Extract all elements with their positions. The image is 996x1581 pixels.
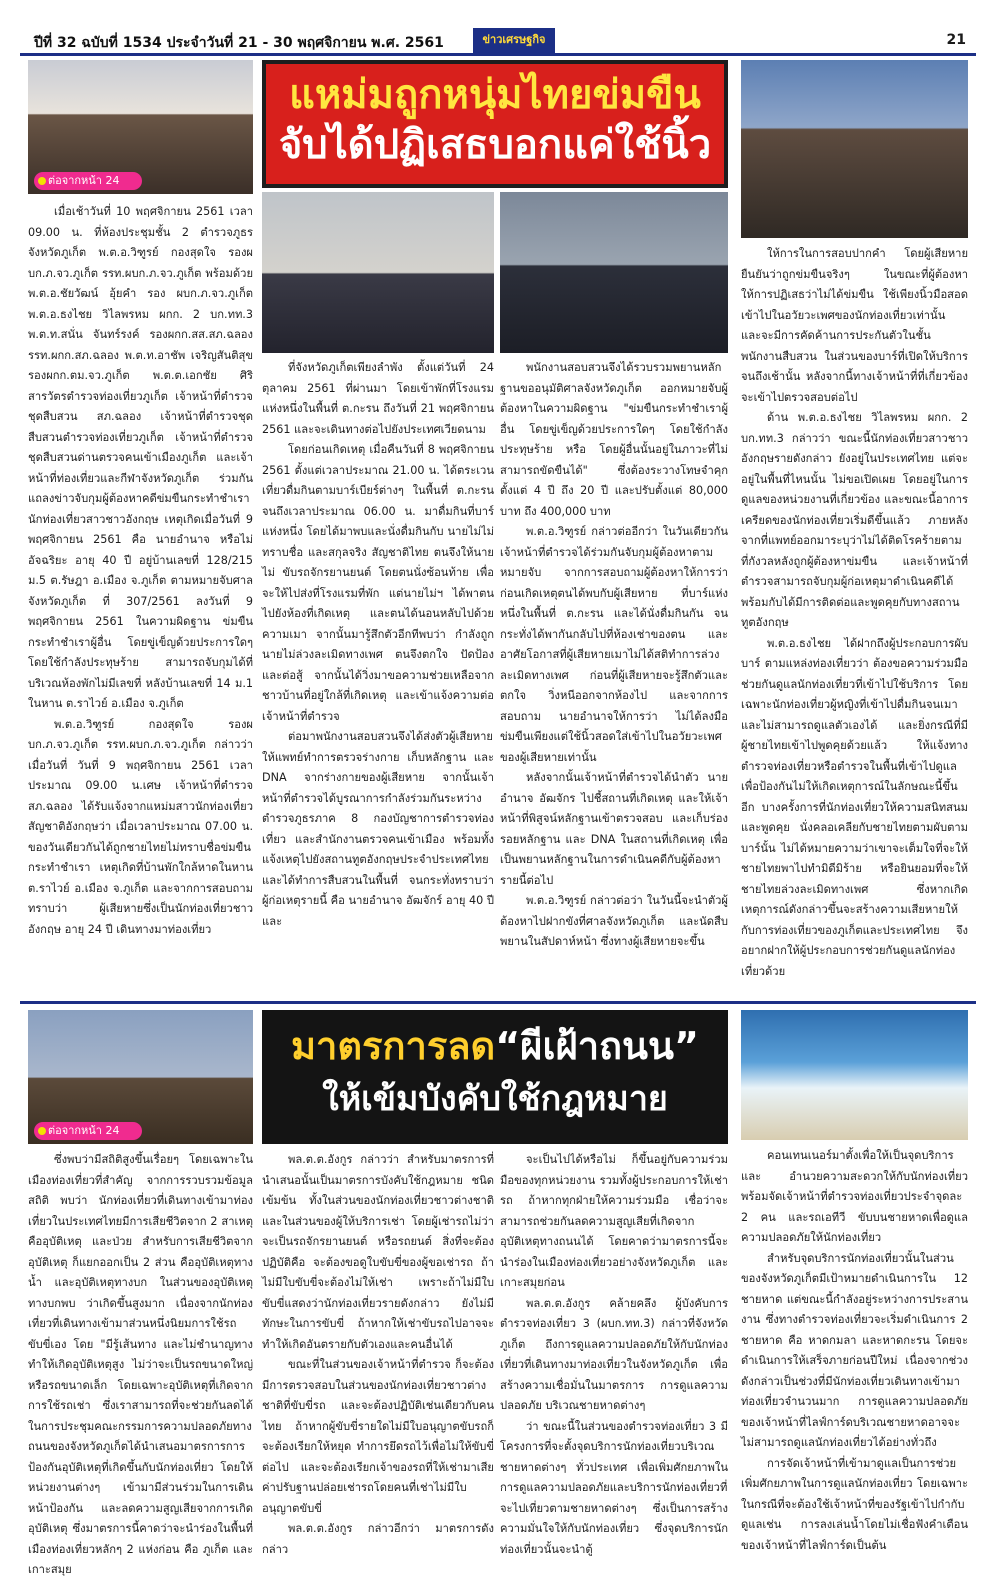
bullet-icon: [38, 177, 46, 185]
story1-column-2: [262, 358, 494, 994]
page-header: [20, 30, 976, 52]
paragraph: พนักงานสอบสวนจึงได้รวบรวมพยานหลักฐานขออนุมัติศาลจังหวัดภูเก็ต ออกหมายจับผู้ต้องหาในความผิดฐาน "ข่มขืนกระทำชำเราผู้อื่น โดยขู่เข็ญด้วยประการใดๆ โดยใช้กำลังประทุษร้าย หรือ โดยผู้อื่นนั้นอยู่ในภาวะที่ไม่สามารถขัดขืนได้" ซึ่งต้องระวางโทษจำคุกตั้งแต่ 4 ปี ถึง 20 ปี และปรับตั้งแต่ 80,000 บาท ถึง 400,000 บาท: [500, 361, 728, 518]
beach-flags-photo: [741, 1010, 968, 1140]
story1-headline-line1: แหม่มถูกหนุ่มไทยข่มขืน: [289, 72, 701, 118]
story1-column-3: [500, 358, 728, 994]
story1-headline-line2: จับได้ปฏิเสธบอกแค่ใช้นิ้ว: [278, 122, 712, 168]
press-conference-photo: [28, 60, 253, 194]
suspect-escort-photo: [262, 192, 494, 353]
continued-badge: [34, 1122, 142, 1140]
story1-column-1: [28, 202, 253, 994]
section-divider: [20, 1001, 976, 1004]
paragraph: ให้การในการสอบปากคำ โดยผู้เสียหายยืนยันว่าถูกข่มขืนจริงๆ ในขณะที่ผู้ต้องหาให้การปฏิเสธว่าไม่ได้ข่มขืน ใช้เพียงนิ้วมือสอดเข้าไปในอวัยวะเพศของนักท่องเที่ยวเท่านั้น และจะมีการคัดค้านการประกันตัวในชั้นพนักงานสืบสวน ในส่วนของบาร์ที่เปิดให้บริการจนถึงเช้านั้น หลังจากนี้ทางเจ้าหน้าที่ที่เกี่ยวข้องจะเข้าไปตรวจสอบต่อไป: [741, 247, 968, 404]
paragraph: หลังจากนั้นเจ้าหน้าที่ตำรวจได้นำตัว นายอำนาจ อัฒจักร ไปชี้สถานที่เกิดเหตุ และให้เจ้าหน้าที่พิสูจน์หลักฐานเข้าตรวจสอบ และเก็บร่องรอยหลักฐาน และ DNA ในสถานที่เกิดเหตุ เพื่อเป็นพยานหลักฐานในการดำเนินคดีกับผู้ต้องหารายนี้ต่อไป: [500, 771, 728, 887]
police-commander-photo: [28, 1010, 253, 1144]
paragraph: โดยก่อนเกิดเหตุ เมื่อคืนวันที่ 8 พฤศจิกายน 2561 ตั้งแต่เวลาประมาณ 21.00 น. ได้ตระเวนเที่ยวดื่มกินตามบาร์เบียร์ต่างๆ ในพื้นที่ ต.กะรน จนถึงเวลาประมาณ 06.00 น. มาดื่มกินที่บาร์แห่งหนึ่ง โดยได้มาพบและนั่งดื่มกินกับ นายไม่ไม่ทราบชื่อ และสกุลจริง สัญชาติไทย ตนจึงให้นายไม่ ขับรถจักรยานยนต์ โดยตนนั่งซ้อนท้าย เพื่อจะให้ไปส่งที่โรงแรมที่พัก แต่นายไม่ฯ ได้พาตนไปยังห้องที่เกิดเหตุ และตนได้นอนหลับไปด้วยความเมา จากนั้นมารู้สึกตัวอีกทีพบว่า กำลังถูกนายไม่ล่วงละเมิดทางเพศ ตนจึงตกใจ ปัดป้องและต่อสู้ จากนั้นได้วิ่งมาขอความช่วยเหลือจากชาวบ้านที่อยู่ใกล้ที่เกิดเหตุ และเข้าแจ้งความต่อเจ้าหน้าที่ตำรวจ: [262, 443, 494, 723]
paragraph: สำหรับจุดบริการนักท่องเที่ยวนั้นในส่วนของจังหวัดภูเก็ตมีเป้าหมายดำเนินการใน 12 ชายหาด แต่ขณะนี้กำลังอยู่ระหว่างการประสานงาน ซึ่งทางตำรวจท่องเที่ยวจะเริ่มดำเนินการ 2 ชายหาด คือ หาดกมลา และหาดกะรน โดยจะดำเนินการให้เสร็จภายก่อนปีใหม่ เนื่องจากช่วงดังกล่าวเป็นช่วงที่มีนักท่องเที่ยวเดินทางเข้ามาท่องเที่ยวจำนวนมาก การดูแลความปลอดภัยของเจ้าหน้าที่ไลฟ์การ์ดบริเวณชายหาดอาจจะไม่สามารถดูแลนักท่องเที่ยวได้อย่างทั่วถึง: [741, 1251, 968, 1449]
paragraph: คอนเทนเนอร์มาตั้งเพื่อให้เป็นจุดบริการ และ อำนวยความสะดวกให้กับนักท่องเที่ยว พร้อมจัดเจ้าหน้าที่ตำรวจท่องเที่ยวประจำจุดละ 2 คน และรถเอทีวี ขับบนชายหาดเพื่อดูแลความปลอดภัยให้นักท่องเที่ยว: [741, 1149, 968, 1244]
page-number: 21: [946, 32, 966, 48]
paragraph: ที่จังหวัดภูเก็ตเพียงลำพัง ตั้งแต่วันที่ 24 ตุลาคม 2561 ที่ผ่านมา โดยเข้าพักที่โรงแรมแห่งหนึ่งในพื้นที่ ต.กะรน ถึงวันที่ 21 พฤศจิกายน 2561 และจะเดินทางต่อไปยังประเทศเวียดนาม: [262, 361, 494, 436]
paragraph: พล.ต.ต.อังกูร คล้ายคลึง ผู้บังคับการตำรวจท่องเที่ยว 3 (ผบก.ทท.3) กล่าวที่จังหวัดภูเก็ต ถึงการดูแลความปลอดภัยให้กับนักท่องเที่ยวที่เดินทางมาท่องเที่ยวในจังหวัดภูเก็ต เพื่อสร้างความเชื่อมั่นในมาตรการ การดูแลความปลอดภัย บริเวณชายหาดต่างๆ: [500, 1296, 728, 1412]
bullet-icon: [38, 1127, 46, 1135]
paragraph: ขณะที่ในส่วนของเจ้าหน้าที่ตำรวจ ก็จะต้องมีการตรวจสอบในส่วนของนักท่องเที่ยวชาวต่างชาติที่ขับขี่รถ และจะต้องปฏิบัติเช่นเดียวกับคนไทย ถ้าหากผู้ขับขี่รายใดไม่มีใบอนุญาตขับรถก็จะต้องเรียกให้หยุด ทำการยึดรถไว้เพื่อไม่ให้ขับขี่ต่อไป และจะต้องเรียกเจ้าของรถที่ให้เช่ามาเสียค่าปรับฐานปล่อยเช่ารถโดยคนที่เช่าไม่มีใบอนุญาตขับขี่: [262, 1358, 494, 1515]
continued-label: ต่อจากหน้า 24: [48, 174, 120, 187]
paragraph: การจัดเจ้าหน้าที่เข้ามาดูแลเป็นการช่วยเพิ่มศักยภาพในการดูแลนักท่องเที่ยว โดยเฉพาะในกรณีที่จะต้องใช้เจ้าหน้าที่ของรัฐเข้าไปกำกับดูแลเช่น การลงเล่นน้ำโดยไม่เชื่อฟังคำเตือนของเจ้าหน้าที่ไลฟ์การ์ดเป็นต้น: [741, 1456, 968, 1552]
paragraph: เมื่อเช้าวันที่ 10 พฤศจิกายน 2561 เวลา 09.00 น. ที่ห้องประชุมชั้น 2 ตำรวจภูธรจังหวัดภูเก็ต พ.ต.อ.วิฑูรย์ กองสุดใจ รองผบก.ภ.จว.ภูเก็ต รรท.ผบก.ภ.จว.ภูเก็ต พร้อมด้วย พ.ต.อ.ชัยวัฒน์ อุ้ยคำ รอง ผบก.ภ.จว.ภูเก็ต พ.ต.อ.ธงไชย วิไลพรหม ผกก. 2 บก.ทท.3 พ.ต.ท.สนั่น จันทร์รงค์ รองผกก.สส.สภ.ฉลอง รรท.ผกก.สภ.ฉลอง พ.ต.ท.อาชัพ เจริญสันติสุข รองผกก.ตม.จว.ภูเก็ต พ.ต.ต.เอกชัย ศิริ สารวัตรตำรวจท่องเที่ยวภูเก็ต เจ้าหน้าที่ตำรวจชุดสืบสวน สภ.ฉลอง เจ้าหน้าที่ตำรวจชุดสืบสวนตำรวจท่องเที่ยวภูเก็ต เจ้าหน้าที่ตำรวจชุดสืบสวนด่านตรวจคนเข้าเมืองภูเก็ต และเจ้าหน้าที่ท่องเที่ยวและกีฬาจังหวัดภูเก็ต ร่วมกันแถลงข่าวจับกุมผู้ต้องหาคดีข่มขืนกระทำชำเรา นักท่องเที่ยวสาวชาวอังกฤษ เหตุเกิดเมื่อวันที่ 9 พฤศจิกายน 2561 คือ นายอำนาจ หรือไม่ อัจฉริยะ อายุ 40 ปี อยู่บ้านเลขที่ 128/215 ม.5 ต.รัษฎา อ.เมือง จ.ภูเก็ต ตามหมายจับศาลจังหวัดภูเก็ต ที่ 307/2561 ลงวันที่ 9 พฤศจิกายน 2561 ในความผิดฐาน ข่มขืนกระทำชำเราผู้อื่น โดยขู่เข็ญด้วยประการใดๆ โดยใช้กำลังประทุษร้าย สามารถจับกุมได้ที่บริเวณห้องพักไม่มีเลขที่ หลังบ้านเลขที่ 14 ม.1 ในหาน ต.ราไวย์ อ.เมือง จ.ภูเก็ต: [28, 205, 253, 710]
story2-headline-part1: มาตรการลด: [291, 1024, 496, 1068]
paragraph: พล.ต.ต.อังกูร กล่าวอีกว่า มาตรการดังกล่าว: [262, 1522, 494, 1556]
story2-headline-quote: “ผีเฝ้าถนน”: [495, 1024, 699, 1068]
suspect-helmet-photo: [500, 192, 728, 353]
story2-column-3: [500, 1150, 728, 1556]
story2-column-1: [28, 1150, 253, 1576]
issue-line: ปีที่ 32 ฉบับที่ 1534 ประจำวันที่ 21 - 30 พฤศจิกายน พ.ศ. 2561: [34, 35, 444, 51]
newspaper-logo: ข่าวเศรษฐกิจ: [473, 28, 555, 54]
paragraph: ต่อมาพนักงานสอบสวนจึงได้ส่งตัวผู้เสียหายให้แพทย์ทำการตรวจร่างกาย เก็บหลักฐาน และ DNA จากร่างกายของผู้เสียหาย จากนั้นเจ้าหน้าที่ตำรวจได้บูรณาการกำลังร่วมกันระหว่างตำรวจภูธรภาค 8 กองบัญชาการตำรวจท่องเที่ยว และสำนักงานตรวจคนเข้าเมือง พร้อมทั้งแจ้งเหตุไปยังสถานทูตอังกฤษประจำประเทศไทย และได้ทำการสืบสวนในพื้นที่ จนกระทั่งทราบว่า ผู้ก่อเหตุรายนี้ คือ นายอำนาจ อัฒจักร์ อายุ 40 ปี และ: [262, 730, 494, 928]
paragraph: พ.ต.อ.วิฑูรย์ กล่าวต่อว่า ในวันนี้จะนำตัวผู้ต้องหาไปฝากขังที่ศาลจังหวัดภูเก็ต และนัดสืบพยานในสัปดาห์หน้า ซึ่งทางผู้เสียหายจะขึ้น: [500, 894, 728, 948]
paragraph: ว่า ขณะนี้ในส่วนของตำรวจท่องเที่ยว 3 มีโครงการที่จะตั้งจุดบริการนักท่องเที่ยวบริเวณชายหาดต่างๆ ทั่วประเทศ เพื่อเพิ่มศักยภาพในการดูแลความปลอดภัยและบริการนักท่องเที่ยวที่จะไปเที่ยวตามชายหาดต่างๆ ซึ่งเป็นการสร้างความมั่นใจให้กับนักท่องเที่ยว ซึ่งจุดบริการนักท่องเที่ยวนั้นจะนำตู้: [500, 1419, 728, 1556]
continued-label: ต่อจากหน้า 24: [48, 1124, 120, 1137]
story2-headline-line2: ให้เข้มบังคับใช้กฎหมาย: [322, 1079, 668, 1119]
paragraph: พล.ต.ต.อังกูร กล่าวว่า สำหรับมาตรการที่นำเสนอนั้นเป็นมาตรการบังคับใช้กฎหมาย ชนิดเข้มข้น ทั้งในส่วนของนักท่องเที่ยวชาวต่างชาติ และในส่วนของผู้ให้บริการเช่า โดยผู้เช่ารถไม่ว่าจะเป็นรถจักรยานยนต์ หรือรถยนต์ สิ่งที่จะต้องปฏิบัติคือ จะต้องขอดูใบขับขี่ของผู้ขอเช่ารถ ถ้าไม่มีใบขับขี่จะต้องไม่ให้เช่า เพราะถ้าไม่มีใบขับขี่แสดงว่านักท่องเที่ยวรายดังกล่าว ยังไม่มีทักษะในการขับขี่ ถ้าหากให้เช่าขับรถไปอาจจะทำให้เกิดอันตรายกับตัวเองและคนอื่นได้: [262, 1153, 494, 1351]
paragraph: จะเป็นไปได้หรือไม่ ก็ขึ้นอยู่กับความร่วมมือของทุกหน่วยงาน รวมทั้งผู้ประกอบการให้เช่ารถ ถ้าหากทุกฝ่ายให้ความร่วมมือ เชื่อว่าจะสามารถช่วยกันลดความสูญเสียที่เกิดจากอุบัติเหตุทางถนนได้ โดยคาดว่ามาตรการนี้จะนำร่องในเมืองท่องเที่ยวอย่างจังหวัดภูเก็ต และ เกาะสมุยก่อน: [500, 1153, 728, 1289]
continued-badge: [34, 172, 142, 190]
paragraph: พ.ต.อ.วิฑูรย์ กองสุดใจ รองผบก.ภ.จว.ภูเก็ต รรท.ผบก.ภ.จว.ภูเก็ต กล่าวว่า เมื่อวันที่ วันที่ 9 พฤศจิกายน 2561 เวลาประมาณ 09.00 น.เศษ เจ้าหน้าที่ตำรวจ สภ.ฉลอง ได้รับแจ้งจากแหม่มสาวนักท่องเที่ยวสัญชาติอังกฤษว่า เมื่อเวลาประมาณ 07.00 น. ของวันเดียวกันได้ถูกชายไทยไม่ทราบชื่อข่มขืนกระทำชำเรา เหตุเกิดที่บ้านพักใกล้หาดในหาน ต.ราไวย์ อ.เมือง จ.ภูเก็ต และจากการสอบถามทราบว่า ผู้เสียหายซึ่งเป็นนักท่องเที่ยวชาวอังกฤษ อายุ 24 ปี เดินทางมาท่องเที่ยว: [28, 717, 253, 936]
paragraph: ด้าน พ.ต.อ.ธงไชย วิไลพรหม ผกก. 2 บก.ทท.3 กล่าวว่า ขณะนี้นักท่องเที่ยวสาวชาวอังกฤษรายดังกล่าว ยังอยู่ในประเทศไทย แต่จะอยู่ในพื้นที่ไหนนั้น ไม่ขอเปิดเผย โดยอยู่ในการดูแลของหน่วยงานที่เกี่ยวข้อง และขณะนี้อาการเครียดของนักท่องเที่ยวเริ่มดีขึ้นแล้ว ภายหลังจากที่แพทย์ออกมาระบุว่าไม่ได้ติดโรคร้ายตามที่กังวลหลังถูกผู้ต้องหาข่มขืน และเจ้าหน้าที่ตำรวจสามารถจับกุมผู้ก่อเหตุมาดำเนินคดีได้ พร้อมกับได้มีการติดต่อและพูดคุยกับทางสถานทูตอังกฤษ: [741, 411, 968, 629]
header-rule: [20, 53, 976, 56]
paragraph: ซึ่งพบว่ามีสถิติสูงขึ้นเรื่อยๆ โดยเฉพาะในเมืองท่องเที่ยวที่สำคัญ จากการรวบรวมข้อมูลสถิติ พบว่า นักท่องเที่ยวที่เดินทางเข้ามาท่องเที่ยวในประเทศไทยมีการเสียชีวิตจาก 2 สาเหตุ คืออุบัติเหตุ และป่วย สำหรับการเสียชีวิตจากอุบัติเหตุ ก็แยกออกเป็น 2 ส่วน คืออุบัติเหตุทางน้ำ และอุบัติเหตุทางบก ในส่วนของอุบัติเหตุทางบกพบ ว่าเกิดขึ้นสูงมาก เนื่องจากนักท่องเที่ยวที่เดินทางเข้ามาส่วนหนึ่งนิยมการใช้รถขับขี่เอง โดย "มีรู้เส้นทาง และไม่ชำนาญทาง ทำให้เกิดอุบัติเหตุสูง ไม่ว่าจะเป็นรถขนาดใหญ่หรือรถขนาดเล็ก โดยเฉพาะอุบัติเหตุที่เกิดจากการใช้รถเช่า ซึ่งเราสามารถที่จะช่วยกันลดได้ ในการประชุมคณะกรรมการความปลอดภัยทางถนนของจังหวัดภูเก็ตได้นำเสนอมาตรการการป้องกันอุบัติเหตุที่เกิดขึ้นกับนักท่องเที่ยว โดยให้หน่วยงานต่างๆ เข้ามามีส่วนร่วมในการเดินหน้าป้องกัน และลดความสูญเสียจากการเกิดอุบัติเหตุ ซึ่งมาตรการนี้คาดว่าจะนำร่องในพื้นที่เมืองท่องเที่ยวหลักๆ 2 แห่งก่อน คือ ภูเก็ต และเกาะสมุย: [28, 1153, 253, 1576]
paragraph: พ.ต.อ.วิฑูรย์ กล่าวต่ออีกว่า ในวันเดียวกันเจ้าหน้าที่ตำรวจได้ร่วมกันจับกุมผู้ต้องหาตามหมายจับ จากการสอบถามผู้ต้องหาให้การว่า ก่อนเกิดเหตุตนได้พบกับผู้เสียหาย ที่บาร์แห่งหนึ่งในพื้นที่ ต.กะรน และได้นั่งดื่มกินกัน จนกระทั่งได้พากันกลับไปที่ห้องเช่าของตน และอาศัยโอกาสที่ผู้เสียหายเมาไม่ได้สติทำการล่วงละเมิดทางเพศ ก่อนที่ผู้เสียหายจะรู้สึกตัวและตกใจ วิ่งหนีออกจากห้องไป และจากการสอบถาม นายอำนาจให้การว่า ไม่ได้ลงมือข่มขืนเพียงแต่ใช้นิ้วสอดใส่เข้าไปในอวัยวะเพศของผู้เสียหายเท่านั้น: [500, 525, 728, 764]
story2-headline: [262, 1010, 728, 1144]
paragraph: พ.ต.อ.ธงไชย ได้ฝากถึงผู้ประกอบการผับ บาร์ ตามแหล่งท่องเที่ยวว่า ต้องขอความร่วมมือช่วยกันดูแลนักท่องเที่ยวที่เข้าไปใช้บริการ โดยเฉพาะนักท่องเที่ยวผู้หญิงที่เข้าไปดื่มกินจนเมา และไม่สามารถดูแลตัวเองได้ และยิ่งกรณีที่มีผู้ชายไทยเข้าไปพูดคุยด้วยแล้ว ให้แจ้งทางตำรวจท่องเที่ยวหรือตำรวจในพื้นที่เข้าไปดูแล เพื่อป้องกันไม่ให้เกิดเหตุการณ์ในลักษณะนี้ขึ้นอีก บางครั้งการที่นักท่องเที่ยวให้ความสนิทสนมและพูดคุย นั่งคลอเคลียกับชายไทยตามผับตามบาร์นั้น ไม่ได้หมายความว่าเขาจะเต็มใจที่จะให้ชายไทยพาไปทำมิดีมิร้าย หรือยินยอมที่จะให้ชายไทยล่วงละเมิดทางเพศ ซึ่งหากเกิดเหตุการณ์ดังกล่าวขึ้นจะสร้างความเสียหายให้กับการท่องเที่ยวของภูเก็ตและประเทศไทย จึงอยากฝากให้ผู้ประกอบการช่วยกันดูแลนักท่องเที่ยวด้วย: [741, 636, 968, 978]
story2-column-4: [741, 1146, 968, 1552]
story1-headline: [262, 60, 728, 188]
story1-column-4: [741, 244, 968, 994]
story2-column-2: [262, 1150, 494, 1556]
officers-meeting-photo: [741, 60, 968, 238]
